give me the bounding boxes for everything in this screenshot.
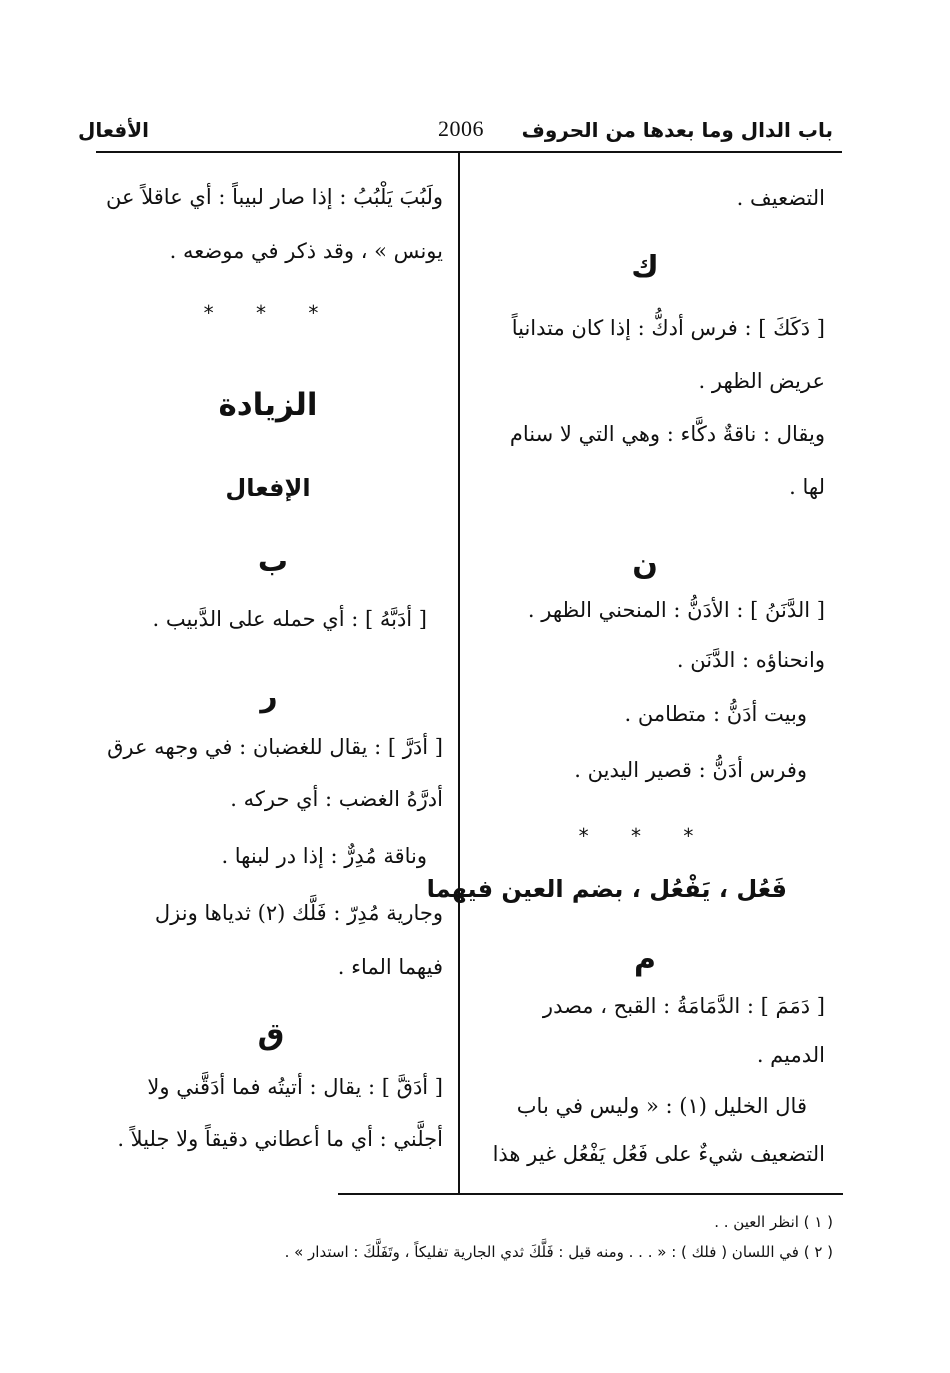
left-column-text-line: يونس » ، وقد ذكر في موضعه . [169,239,443,263]
letter-heading-kaf: ك [631,250,659,285]
letter-heading-qaf: ق [257,1017,285,1052]
section-separator-stars: * * * [578,824,712,848]
right-column-text-line: قال الخليل (١) : « وليس في باب [516,1094,807,1118]
running-head-right: باب الدال وما بعدها من الحروف [521,118,833,142]
left-column-text-line: ولَبُبَ يَلْبُبُ : إذا صار لبيباً : أي عاقلاً عن [106,185,443,209]
letter-heading-ra: ر [260,679,278,714]
right-column-text-line: [ دَمَمَ ] : الدَّمَامَةُ : القبح ، مصدر [542,994,825,1018]
footnote-1: ( ١ ) انظر العين . . [714,1213,833,1231]
right-column-text-line: لها . [789,475,825,499]
right-column-text-line: وانحناؤه : الدَّنَن . [676,648,825,672]
right-column-text-line: التضعيف . [736,186,825,210]
page-number: 2006 [438,116,484,141]
letter-heading-mim: م [634,942,656,977]
footnote-rule [338,1193,843,1195]
left-column-text-line: أجلَّني : أي ما أعطاني دقيقاً ولا جليلاً . [117,1127,443,1151]
letter-heading-ba: ب [257,544,289,579]
left-column-text-line: [ أدَقَّ ] : يقال : أتيتُه فما أدَقَّني ولا [147,1075,443,1099]
sub-heading-if-al: الإفعال [225,474,311,502]
left-column-text-line: أدرَّهُ الغضب : أي حركه . [230,787,443,811]
right-column-text-line: الدميم . [756,1043,825,1067]
footnote-2: ( ٢ ) في اللسان ( فلك ) : « . . . ومنه قيل : فَلَّكَ ثدي الجارية تفليكاً ، وتَفَلَّكَ : استدار » . [284,1243,833,1261]
left-column-text-line: [ أدَبَّهُ ] : أي حمله على الدَّبيب . [152,607,427,631]
left-column-text-line: وناقة مُدِرٌّ : إذا در لبنها . [221,844,427,868]
left-column-text-line: وجارية مُدِرّ : فَلَّك (٢) ثدياها ونزل [154,901,443,925]
right-column-text-line: وفرس أدَنُّ : قصير اليدين . [574,758,807,782]
right-column-text-line: التضعيف شيءٌ على فَعُل يَفْعُل غير هذا [492,1142,825,1166]
running-head-left: الأفعال [78,118,149,142]
column-divider [458,153,460,1193]
left-column-text-line: [ أدَرَّ ] : يقال للغضبان : في وجهه عرق [107,735,443,759]
right-column-text-line: [ الدَّنَنُ ] : الأدَنُّ : المنحني الظهر . [527,598,825,622]
section-heading-fa-ula: فَعُل ، يَفْعُل ، بضم العين فيهما [426,875,787,903]
right-column-text-line: وبيت أدَنُّ : متطامن . [624,702,807,726]
right-column-text-line: ويقال : ناقةٌ دكَّاء : وهي التي لا سنام [509,422,825,446]
right-column-text-line: [ دَكَكَ ] : فرس أدكُّ : إذا كان متدانياً [511,316,825,340]
left-column-text-line: فيهما الماء . [337,955,443,979]
header-rule [96,151,842,153]
letter-heading-nun: ن [632,547,658,582]
chapter-heading-ziyada: الزيادة [218,387,318,423]
right-column-text-line: عريض الظهر . [698,369,825,393]
section-separator-stars: * * * [203,301,337,325]
